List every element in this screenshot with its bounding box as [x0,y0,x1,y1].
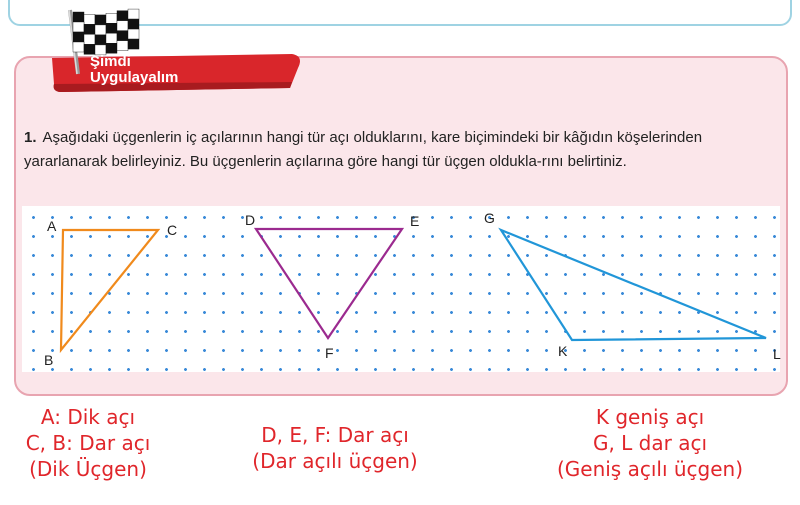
flag-cell [117,31,128,41]
flag-cell [117,21,128,31]
flag-cell [95,35,106,45]
dot-grid [22,206,780,372]
flag-cell [84,34,95,44]
banner-line-1: Şimdi [90,53,131,70]
flag-cell [95,15,106,25]
answer-triangle-gkl [545,404,755,482]
flag-cell [128,19,139,29]
answer-triangle-abc [8,404,168,482]
answer-line: D, E, F: Dar açı [261,423,409,447]
vertex-label-e: E [410,213,420,229]
flag-cell [73,12,84,22]
flag-cell [128,29,139,39]
vertex-label-g: G [484,210,495,226]
flag-cell [73,42,84,52]
answer-triangle-def [230,422,440,474]
flag-cell [106,33,117,43]
vertex-label-c: C [167,222,178,238]
flag-cell [117,41,128,51]
answer-line: (Dar açılı üçgen) [252,449,418,473]
flag-cell [128,9,139,19]
answer-line: (Dik Üçgen) [29,457,147,481]
vertex-label-k: K [558,343,568,359]
banner-title [90,54,178,86]
question-number: 1. [24,129,37,146]
answer-line: C, B: Dar açı [25,431,151,455]
vertex-label-b: B [44,352,54,368]
flag-cell [73,22,84,32]
flag-cell [84,24,95,34]
flag-cell [95,25,106,35]
answer-line: (Geniş açılı üçgen) [556,457,744,481]
flag-cell [106,23,117,33]
question-body: Aşağıdaki üçgenlerin iç açılarının hangi tür açı olduklarını, kare biçimindeki bir kâğıdın köşelerinden yararlanarak belirleyiniz. Bu üçgenlerin açılarına göre hangi tür üçgen oldukla-rını belirtiniz. [24,129,703,170]
banner-line-2: Uygulayalım [90,69,179,86]
flag-cell [84,14,95,24]
answer-line: G, L dar açı [592,431,708,455]
answer-line: K geniş açı [595,405,705,429]
answer-line: A: Dik açı [40,405,136,429]
flag-cell [73,32,84,42]
vertex-label-f: F [325,345,334,361]
flag-cell [128,39,139,49]
flag-cell [106,43,117,53]
vertex-label-a: A [47,218,57,234]
flag-cell [117,11,128,21]
question-text [24,126,784,174]
vertex-label-l: L [773,346,781,362]
vertex-label-d: D [245,212,256,228]
flag-cell [106,13,117,23]
